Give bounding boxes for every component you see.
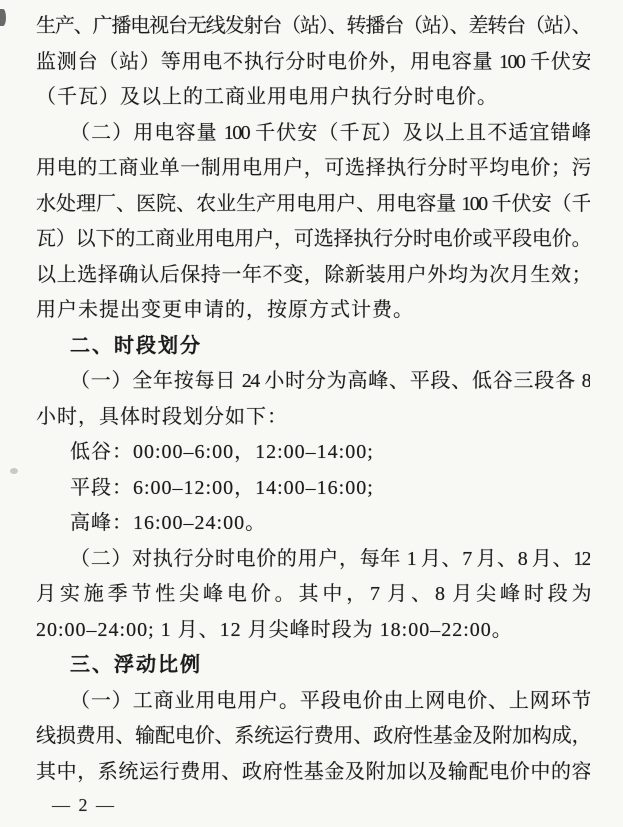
flat-period-line: 平段：6:00–12:00，14:00–16:00; [70,476,374,499]
paragraph-line: 用电的工商业单一制用电用户，可选择执行分时平均电价；污 [36,157,590,179]
paragraph-line: 小时，具体时段划分如下： [36,405,288,428]
paragraph-line: 其中，系统运行费用、政府性基金及附加以及输配电价中的容 [36,760,590,783]
paragraph-line-item-2: （二）对执行分时电价的用户，每年 1 月、7 月、8 月、12 [70,547,590,570]
paragraph-line: （千瓦）及以上的工商业用电用户执行分时电价。 [36,86,498,108]
paragraph-line: 生产、广播电视台无线发射台（站）、转播台（站）、差转台（站）、 [36,15,590,37]
paragraph-line: 月实施季节性尖峰电价。其中，7 月、8 月尖峰时段为 [36,583,590,605]
paragraph-line: 监测台（站）等用电不执行分时电价外，用电容量 100 千伏安 [36,50,590,73]
paragraph-line-item-1: （一）工商业用电用户。平段电价由上网电价、上网环节 [70,689,590,712]
paragraph-line: 以上选择确认后保持一年不变，除新装用户外均为次月生效； [36,263,590,286]
paragraph-line-item-1: （一）全年按每日 24 小时分为高峰、平段、低谷三段各 8 [70,370,590,392]
document-body [36,9,590,790]
paragraph-line-item-2: （二）用电容量 100 千伏安（千瓦）及以上且不适宜错峰 [70,121,590,144]
scan-ink-speck-icon [0,9,6,26]
paragraph-line: 瓦）以下的工商业用电用户，可选择执行分时电价或平段电价。 [36,228,590,250]
paragraph-line: 线损费用、输配电价、系统运行费用、政府性基金及附加构成， [36,725,590,747]
page-number: — 2 — [52,795,116,815]
scan-smudge-icon [10,468,18,474]
paragraph-line: 20:00–24:00; 1 月、12 月尖峰时段为 18:00–22:00。 [36,618,513,641]
valley-period-line: 低谷：00:00–6:00，12:00–14:00; [70,441,374,463]
section-heading-float-ratio: 三、浮动比例 [70,654,202,676]
section-heading-time-periods: 二、时段划分 [70,334,202,357]
paragraph-line: 水处理厂、医院、农业生产用电用户、用电容量 100 千伏安（千 [36,192,590,215]
paragraph-line: 用户未提出变更申请的，按原方式计费。 [36,299,414,321]
peak-period-line: 高峰：16:00–24:00。 [70,512,267,534]
